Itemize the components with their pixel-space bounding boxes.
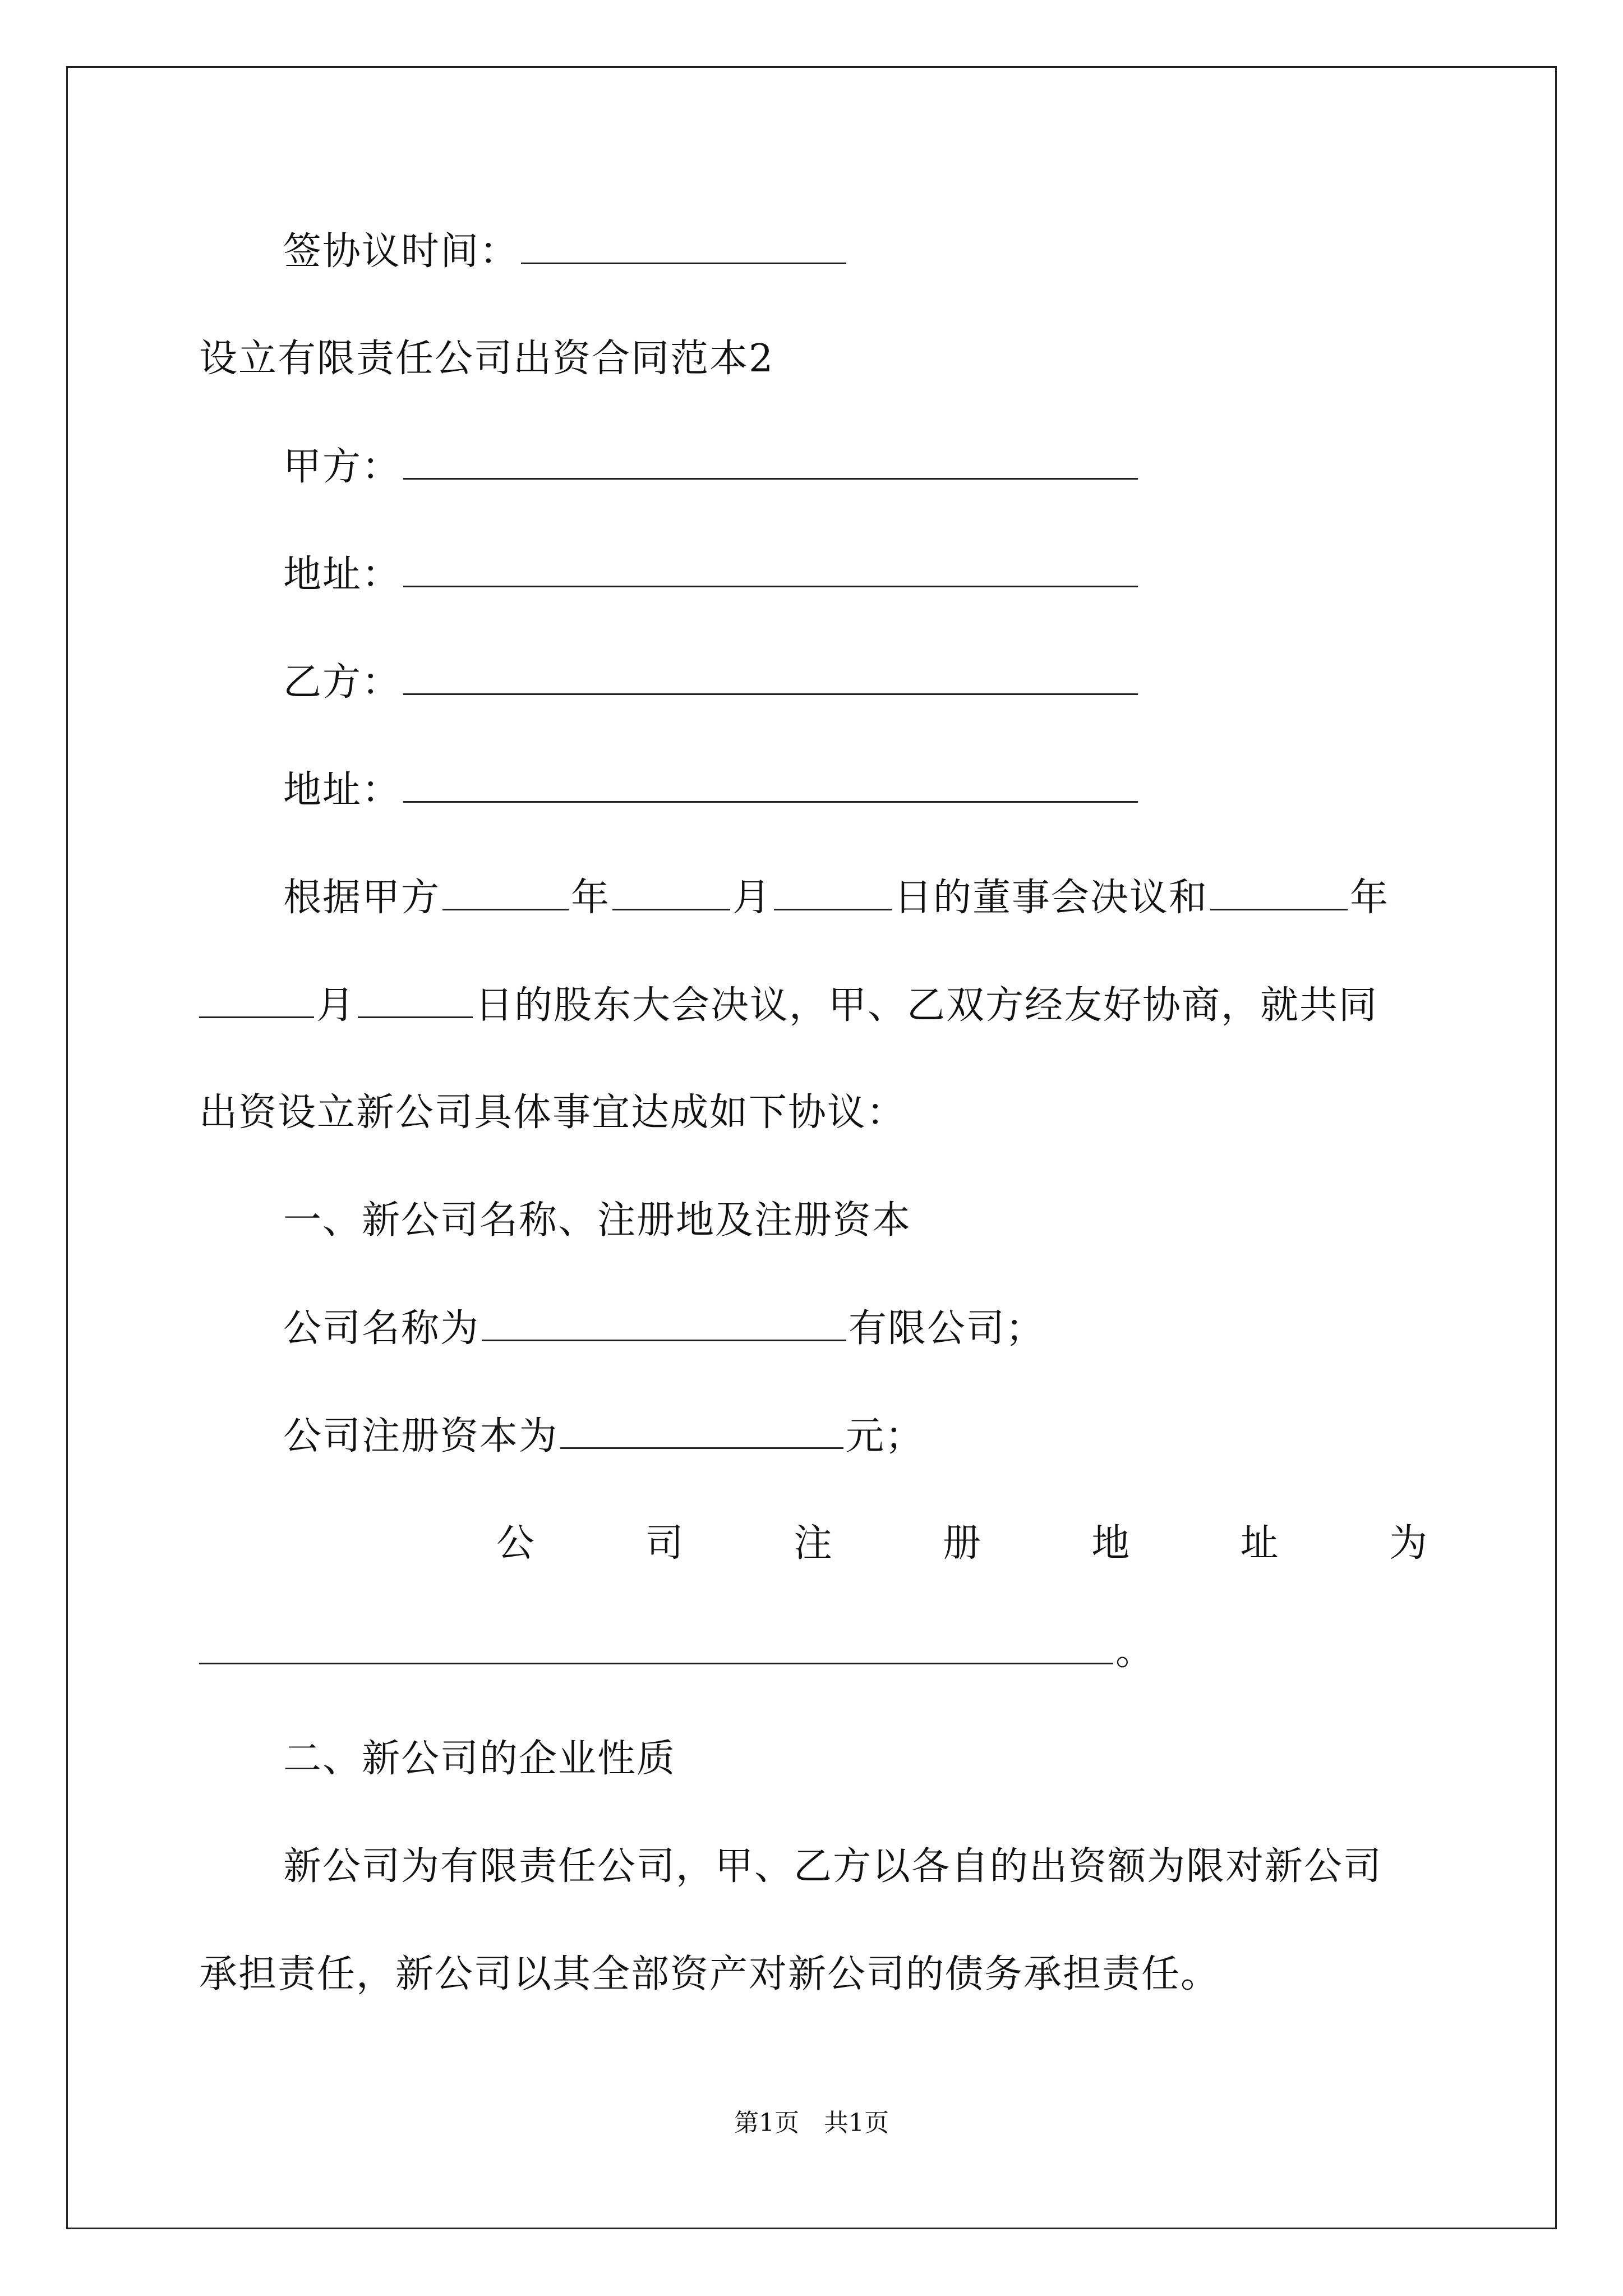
address-char: 册 [942, 1521, 981, 1566]
address-spread-line [496, 1521, 1427, 1566]
sign-time-line [283, 229, 849, 274]
nature-paragraph-line-1: 新公司为有限责任公司，甲、乙方以各自的出资额为限对新公司 [283, 1844, 1383, 1889]
address-char: 司 [645, 1521, 684, 1566]
para1-text-a: 根据甲方 [283, 876, 441, 920]
paragraph-1-line-2 [199, 983, 1378, 1028]
address-a-blank [403, 552, 1138, 587]
section-1-heading: 一、新公司名称、注册地及注册资本 [283, 1198, 912, 1243]
address-a-label: 地址： [283, 553, 402, 597]
section-2-heading: 二、新公司的企业性质 [283, 1737, 676, 1781]
party-a-label: 甲方： [283, 445, 402, 489]
address-blank-line [199, 1629, 1155, 1674]
page-footer [0, 2106, 1623, 2140]
para1-year: 年 [571, 876, 611, 920]
para1-month-blank [612, 875, 730, 910]
address-char: 地 [1091, 1521, 1130, 1566]
party-b-line [283, 660, 1140, 705]
address-b-label: 地址： [283, 768, 402, 812]
para1-year2: 年 [1350, 876, 1390, 920]
address-char: 为 [1389, 1521, 1427, 1566]
address-b-line [283, 767, 1140, 813]
page-number: 第1页 [734, 2109, 799, 2137]
address-b-blank [403, 767, 1138, 803]
address-a-line [283, 552, 1140, 597]
document-heading: 设立有限责任公司出资合同范本2 [199, 337, 774, 381]
capital-line [283, 1414, 924, 1459]
address-char: 注 [794, 1521, 832, 1566]
paragraph-1-line-3: 出资设立新公司具体事宜达成如下协议： [199, 1091, 906, 1135]
para2-day-blank [358, 983, 473, 1018]
party-b-label: 乙方： [283, 660, 402, 705]
sign-time-blank [521, 229, 846, 264]
party-b-blank [403, 660, 1138, 695]
address-line-end: 。 [1115, 1630, 1155, 1674]
company-name-suffix: 有限公司； [849, 1306, 1045, 1351]
para2-text: 日的股东大会决议，甲、乙双方经友好协商，就共同 [475, 983, 1378, 1028]
para1-day: 日的董事会决议和 [894, 876, 1209, 920]
company-name-line [283, 1306, 1045, 1351]
sign-time-label: 签协议时间： [283, 229, 519, 274]
capital-suffix: 元； [846, 1414, 925, 1458]
company-name-prefix: 公司名称为 [283, 1306, 480, 1351]
party-a-blank [403, 444, 1138, 480]
address-char: 址 [1240, 1521, 1279, 1566]
page-border [66, 66, 1557, 2229]
para2-month-blank [199, 983, 314, 1018]
para1-year-blank [442, 875, 569, 910]
page-total: 共1页 [824, 2109, 889, 2137]
para1-day-blank [774, 875, 892, 910]
company-address-blank [199, 1629, 1113, 1664]
nature-paragraph-line-2: 承担责任，新公司以其全部资产对新公司的债务承担责任。 [199, 1952, 1220, 1996]
address-char: 公 [496, 1521, 535, 1566]
party-a-line [283, 444, 1140, 490]
company-name-blank [482, 1306, 846, 1341]
para1-month: 月 [732, 876, 772, 920]
para2-month: 月 [316, 983, 356, 1028]
paragraph-1-line-1 [283, 875, 1389, 921]
capital-blank [560, 1414, 843, 1449]
para1-year2-blank [1210, 875, 1348, 910]
capital-prefix: 公司注册资本为 [283, 1414, 559, 1458]
